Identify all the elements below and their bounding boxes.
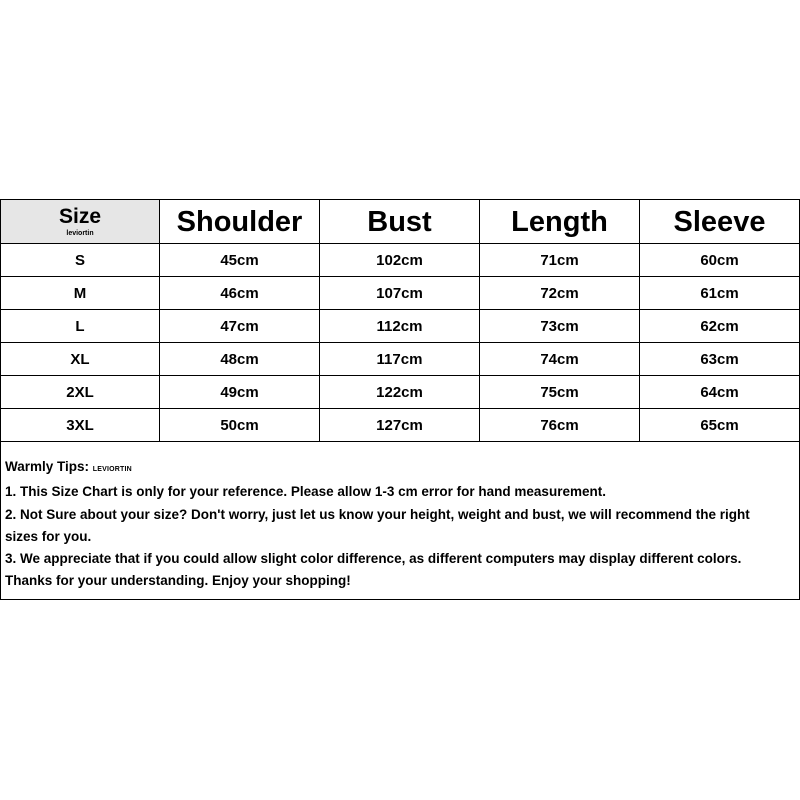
tips-title: Warmly Tips:	[5, 459, 90, 474]
header-shoulder: Shoulder	[160, 200, 320, 244]
cell-length: 76cm	[480, 409, 640, 442]
tips-brand: LEVIORTIN	[92, 466, 132, 473]
table-row	[1, 343, 800, 376]
table-row	[1, 409, 800, 442]
warmly-tips-box	[0, 442, 800, 600]
header-sleeve: Sleeve	[640, 200, 800, 244]
size-chart	[0, 199, 800, 601]
cell-shoulder: 49cm	[160, 376, 320, 409]
cell-bust: 127cm	[320, 409, 480, 442]
cell-bust: 112cm	[320, 310, 480, 343]
header-row	[1, 200, 800, 244]
tips-line-1: 1. This Size Chart is only for your reference. Please allow 1-3 cm error for hand measurement.	[5, 484, 606, 500]
cell-length: 74cm	[480, 343, 640, 376]
tips-text	[1, 442, 799, 593]
tips-line-3: 3. We appreciate that if you could allow slight color difference, as different computers may display different colors.	[5, 551, 742, 567]
cell-shoulder: 47cm	[160, 310, 320, 343]
cell-shoulder: 45cm	[160, 244, 320, 277]
header-bust: Bust	[320, 200, 480, 244]
cell-length: 72cm	[480, 277, 640, 310]
cell-size: L	[1, 310, 160, 343]
tips-line-2b: sizes for you.	[5, 528, 92, 544]
cell-shoulder: 50cm	[160, 409, 320, 442]
tips-line-4: Thanks for your understanding. Enjoy your shopping!	[5, 573, 351, 589]
cell-sleeve: 65cm	[640, 409, 800, 442]
table-row	[1, 277, 800, 310]
cell-sleeve: 60cm	[640, 244, 800, 277]
cell-bust: 117cm	[320, 343, 480, 376]
cell-size: 2XL	[1, 376, 160, 409]
cell-length: 73cm	[480, 310, 640, 343]
header-length: Length	[480, 200, 640, 244]
cell-size: XL	[1, 343, 160, 376]
cell-size: 3XL	[1, 409, 160, 442]
header-size-label: Size	[58, 204, 102, 228]
cell-sleeve: 64cm	[640, 376, 800, 409]
cell-bust: 122cm	[320, 376, 480, 409]
header-size	[1, 200, 160, 244]
table-row	[1, 244, 800, 277]
cell-sleeve: 62cm	[640, 310, 800, 343]
tips-title-line	[5, 456, 795, 481]
cell-size: S	[1, 244, 160, 277]
table-row	[1, 310, 800, 343]
cell-length: 75cm	[480, 376, 640, 409]
cell-shoulder: 46cm	[160, 277, 320, 310]
brand-mark-small: leviortin	[66, 229, 94, 237]
table-row	[1, 376, 800, 409]
cell-bust: 107cm	[320, 277, 480, 310]
cell-sleeve: 63cm	[640, 343, 800, 376]
cell-sleeve: 61cm	[640, 277, 800, 310]
cell-shoulder: 48cm	[160, 343, 320, 376]
cell-bust: 102cm	[320, 244, 480, 277]
tips-line-2a: 2. Not Sure about your size? Don't worry, just let us know your height, weight and bust, we will recommend the right	[5, 506, 750, 522]
cell-size: M	[1, 277, 160, 310]
cell-length: 71cm	[480, 244, 640, 277]
size-table	[0, 199, 800, 442]
